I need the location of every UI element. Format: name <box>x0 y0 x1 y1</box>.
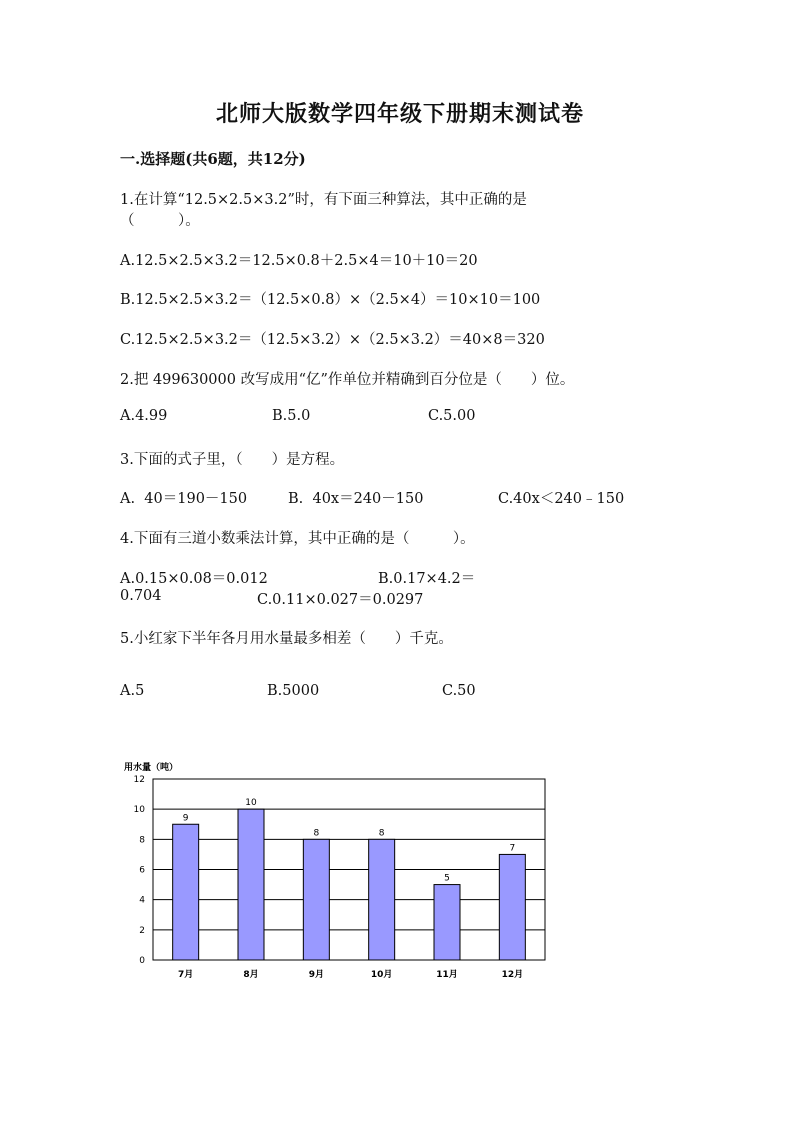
y-tick-label: 2 <box>139 925 145 936</box>
q4-stem: 4.下面有三道小数乘法计算，其中正确的是（ ）。 <box>120 531 475 547</box>
bar-value-label: 9 <box>182 813 189 824</box>
x-tick-label: 10月 <box>370 970 393 980</box>
y-tick-label: 0 <box>139 956 145 966</box>
x-tick-label: 8月 <box>243 970 259 980</box>
q4-option-c: C.0.11×0.027＝0.0297 <box>257 592 424 608</box>
bar <box>303 839 329 960</box>
bar <box>238 809 264 960</box>
chart-svg <box>120 756 560 991</box>
q3-option-a: A. 40＝190－150 <box>120 491 248 507</box>
bar-value-label: 7 <box>509 843 516 854</box>
q2-option-a: A.4.99 <box>120 408 168 424</box>
bar <box>499 854 525 960</box>
q5-option-b: B.5000 <box>267 683 320 699</box>
page-title: 北师大版数学四年级下册期末测试卷 <box>215 101 584 127</box>
q3-stem: 3.下面的式子里，（ ）是方程。 <box>120 452 345 468</box>
water-usage-chart <box>120 756 560 991</box>
bar <box>434 885 460 960</box>
x-tick-label: 11月 <box>436 970 458 980</box>
q3-option-b: B. 40x＝240－150 <box>288 491 424 507</box>
y-tick-label: 4 <box>139 895 145 906</box>
q1-option-c: C.12.5×2.5×3.2＝（12.5×3.2）×（2.5×3.2）＝40×8＝320 <box>120 332 545 348</box>
bar-value-label: 5 <box>444 873 450 884</box>
section-heading: 一.选择题(共6题，共12分) <box>120 150 306 168</box>
q5-option-a: A.5 <box>120 683 145 699</box>
q2-stem: 2.把 499630000 改写成用“亿”作单位并精确到百分位是（ ）位。 <box>120 372 575 388</box>
bar <box>369 839 395 960</box>
q5-option-c: C.50 <box>442 683 476 699</box>
chart-ylabel: 用水量（吨） <box>124 763 179 773</box>
q4-option-b: B.0.17×4.2＝ <box>378 571 476 587</box>
bar <box>173 824 199 960</box>
x-tick-label: 7月 <box>178 970 194 980</box>
q1-option-b: B.12.5×2.5×3.2＝（12.5×0.8）×（2.5×4）＝10×10＝100 <box>120 292 541 308</box>
y-tick-label: 12 <box>133 775 145 785</box>
x-tick-label: 12月 <box>501 970 524 980</box>
q4-option-b-continued: 0.704 <box>120 588 162 604</box>
bar-value-label: 8 <box>378 828 385 839</box>
x-tick-label: 9月 <box>308 970 324 980</box>
y-tick-label: 8 <box>139 835 145 846</box>
q4-option-a: A.0.15×0.08＝0.012 <box>120 571 268 587</box>
q5-stem: 5.小红家下半年各月用水量最多相差（ ）千克。 <box>120 631 453 647</box>
q1-stem: 1.在计算“12.5×2.5×3.2”时，有下面三种算法，其中正确的是 <box>120 192 527 208</box>
q1-stem-blank: （ ）。 <box>120 213 200 229</box>
q2-option-c: C.5.00 <box>428 408 476 424</box>
q3-option-c: C.40x＜240﹣150 <box>498 491 625 507</box>
bar-value-label: 8 <box>313 828 320 839</box>
q1-option-a: A.12.5×2.5×3.2＝12.5×0.8＋2.5×4＝10＋10＝20 <box>120 253 478 269</box>
y-tick-label: 10 <box>133 805 145 816</box>
y-tick-label: 6 <box>139 865 145 876</box>
bar-value-label: 10 <box>245 798 257 809</box>
q2-option-b: B.5.0 <box>272 408 311 424</box>
